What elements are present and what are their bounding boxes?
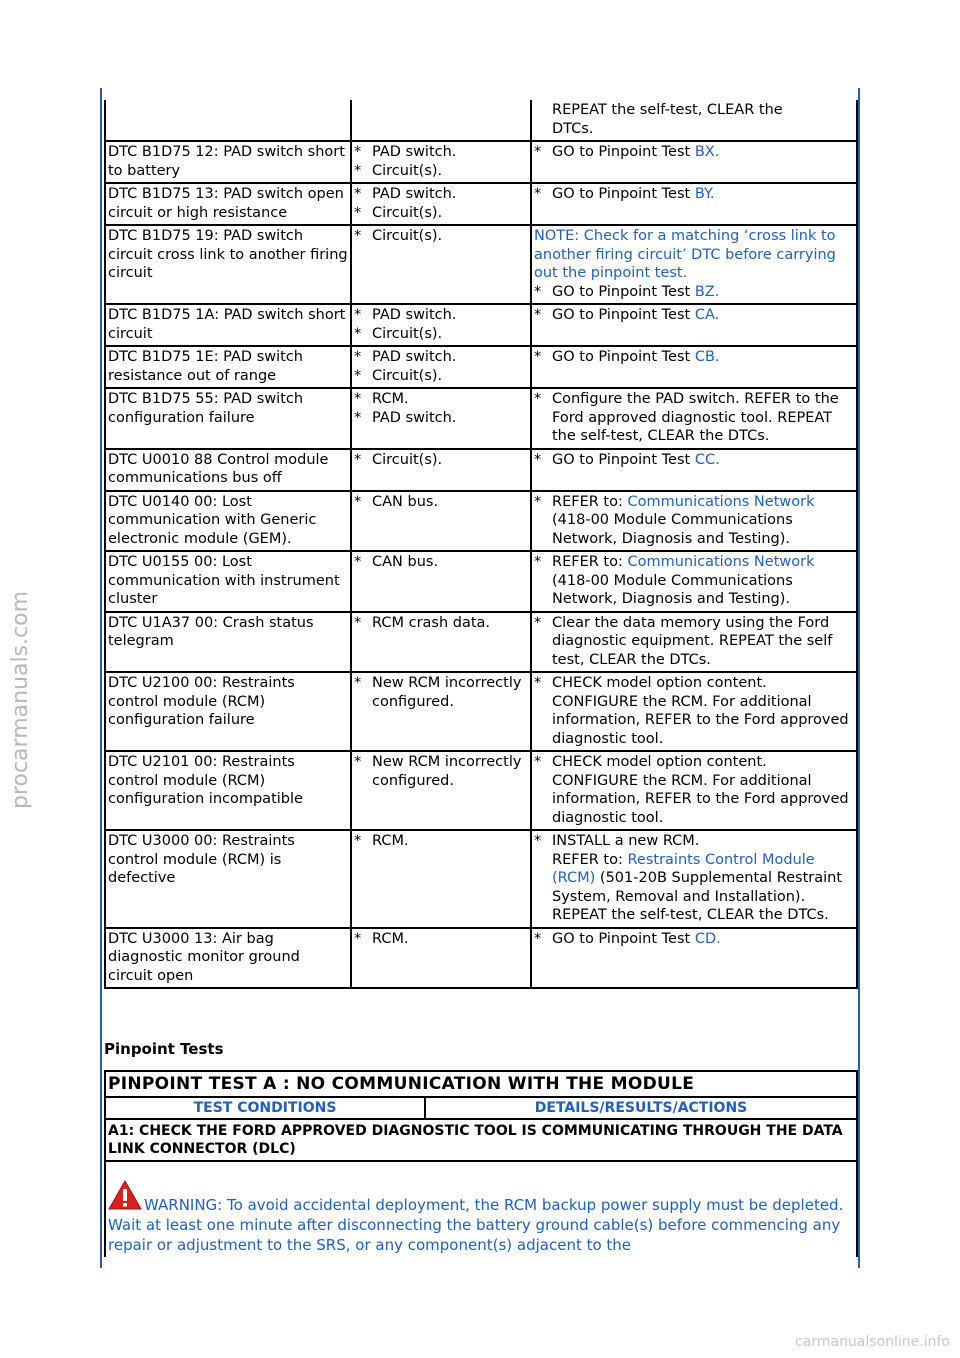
cause-text: RCM crash data. <box>372 614 491 631</box>
cause-item <box>354 367 528 386</box>
cause-item-text <box>372 227 442 246</box>
cause-text: Circuit(s). <box>372 228 443 244</box>
bullet-marker: * <box>354 144 362 160</box>
action-item <box>534 185 854 204</box>
dtc-cell <box>105 551 351 612</box>
cause-cell <box>351 751 531 830</box>
warning-cell <box>105 1161 857 1257</box>
action-prefix: GO to Pinpoint Test <box>552 144 695 160</box>
dtc-table <box>104 100 858 989</box>
bullet-marker: * <box>534 754 542 770</box>
action-cell <box>531 225 857 304</box>
table-row <box>105 100 857 141</box>
cause-item-text <box>372 367 442 386</box>
action-cell <box>531 830 857 928</box>
table-row <box>105 346 857 388</box>
action-prefix: GO to Pinpoint Test <box>552 283 695 300</box>
action-item <box>534 674 854 748</box>
dtc-description: DTC B1D75 55: PAD switch configuration failure <box>108 391 304 426</box>
table-row <box>105 304 857 346</box>
dtc-cell <box>105 928 351 989</box>
dtc-cell <box>105 830 351 928</box>
action-item-text <box>552 185 715 204</box>
cause-text: New RCM incorrectly configured. <box>372 675 522 710</box>
action-text: Configure the PAD switch. REFER to the Ford approved diagnostic tool. REPEAT the self-test, CLEAR the DTCs. <box>552 391 839 444</box>
cause-text: Circuit(s). <box>372 451 443 468</box>
dtc-cell <box>105 672 351 751</box>
cause-item-text <box>372 325 442 344</box>
action-link[interactable]: BZ. <box>694 283 720 300</box>
cause-item-text <box>372 753 528 790</box>
cause-cell <box>351 928 531 989</box>
cause-item-text <box>372 674 528 711</box>
table-row <box>105 225 857 304</box>
cause-item <box>354 204 528 223</box>
dtc-cell <box>105 346 351 388</box>
action-link[interactable]: CA. <box>694 307 720 323</box>
cause-text: RCM. <box>372 391 409 407</box>
action-item-text <box>552 930 721 949</box>
cause-cell <box>351 672 531 751</box>
bullet-marker: * <box>534 554 542 570</box>
dtc-cell <box>105 100 351 141</box>
action-prefix: GO to Pinpoint Test <box>552 451 695 468</box>
dtc-description: DTC B1D75 1A: PAD switch short circuit <box>108 307 346 342</box>
warning-icon <box>108 1180 142 1215</box>
cause-item <box>354 753 528 790</box>
action-cell <box>531 491 857 552</box>
action-cell <box>531 751 857 830</box>
cause-item <box>354 451 528 470</box>
cause-item-text <box>372 451 442 470</box>
cause-text: New RCM incorrectly configured. <box>372 754 522 789</box>
action-cell <box>531 449 857 491</box>
action-item <box>534 451 854 470</box>
dtc-description: DTC B1D75 12: PAD switch short to battery <box>108 144 345 179</box>
cause-item <box>354 930 528 949</box>
bullet-marker: * <box>534 186 542 202</box>
action-item <box>534 753 854 827</box>
bullet-marker: * <box>534 144 542 160</box>
cause-cell <box>351 449 531 491</box>
bullet-marker: * <box>354 204 362 221</box>
action-text: REPEAT the self-test, CLEAR the DTCs. <box>552 907 829 923</box>
dtc-cell <box>105 612 351 673</box>
cause-item-text <box>372 553 438 572</box>
cause-item <box>354 674 528 711</box>
bullet-marker: * <box>354 554 362 570</box>
bullet-marker: * <box>354 186 362 202</box>
table-row <box>105 672 857 751</box>
table-row <box>105 928 857 989</box>
cause-item <box>354 227 528 246</box>
cause-text: RCM. <box>372 930 409 947</box>
cause-text: PAD switch. <box>372 144 457 160</box>
dtc-cell <box>105 183 351 225</box>
cause-item <box>354 390 528 409</box>
col-test-conditions: TEST CONDITIONS <box>105 1097 425 1119</box>
col-details-results-actions: DETAILS/RESULTS/ACTIONS <box>425 1097 857 1119</box>
action-item-text <box>552 390 854 446</box>
dtc-description: DTC U0010 88 Control module communications bus off <box>108 451 329 486</box>
dtc-description: DTC U2100 00: Restraints control module (RCM) configuration failure <box>108 675 295 728</box>
cause-cell <box>351 551 531 612</box>
cause-cell <box>351 100 531 141</box>
table-row <box>105 612 857 673</box>
cause-item-text <box>372 204 442 223</box>
action-text: INSTALL a new RCM. <box>552 833 700 849</box>
cause-item-text <box>372 348 456 367</box>
cause-item <box>354 493 528 512</box>
cause-item-text <box>372 409 456 428</box>
action-item <box>534 832 854 925</box>
action-prefix: GO to Pinpoint Test <box>552 186 695 202</box>
action-item <box>534 143 854 162</box>
cause-item <box>354 832 528 851</box>
pinpoint-step-a1: A1: CHECK THE FORD APPROVED DIAGNOSTIC TOOL IS COMMUNICATING THROUGH THE DATA LINK CONNECTOR (DLC) <box>105 1119 857 1161</box>
bullet-marker: * <box>354 349 362 365</box>
action-item <box>534 390 854 446</box>
action-text: CHECK model option content. CONFIGURE the RCM. For additional information, REFER to the Ford approved diagnostic tool. <box>552 754 849 826</box>
action-prefix: REFER to: <box>552 554 628 570</box>
pinpoint-tests-heading: Pinpoint Tests <box>104 1040 224 1058</box>
dtc-description: DTC U2101 00: Restraints control module (RCM) configuration incompatible <box>108 754 303 807</box>
dtc-cell <box>105 388 351 449</box>
dtc-description: DTC B1D75 13: PAD switch open circuit or high resistance <box>108 186 344 221</box>
table-row <box>105 751 857 830</box>
bullet-marker: * <box>534 283 542 300</box>
bullet-marker: * <box>534 675 542 691</box>
bottom-watermark: carmanualsonline.info <box>795 1334 950 1350</box>
action-cell <box>531 551 857 612</box>
action-text: Clear the data memory using the Ford diagnostic equipment. REPEAT the self test, CLEAR the DTCs. <box>552 614 833 668</box>
action-item <box>534 348 854 367</box>
action-item-text <box>552 143 719 162</box>
action-prefix: GO to Pinpoint Test <box>552 349 695 365</box>
cause-text: PAD switch. <box>372 349 457 365</box>
bullet-marker: * <box>354 614 362 631</box>
action-item-text <box>552 832 854 925</box>
action-cell <box>531 346 857 388</box>
cause-item <box>354 185 528 204</box>
cause-cell <box>351 225 531 304</box>
cause-item <box>354 614 528 633</box>
dtc-description: DTC U3000 13: Air bag diagnostic monitor ground circuit open <box>108 930 300 984</box>
pinpoint-test-table <box>104 1070 858 1257</box>
dtc-cell <box>105 141 351 183</box>
table-row <box>105 388 857 449</box>
action-link[interactable]: CD. <box>694 930 721 947</box>
dtc-cell <box>105 304 351 346</box>
bullet-marker: * <box>354 451 362 468</box>
cause-cell <box>351 830 531 928</box>
action-cell <box>531 672 857 751</box>
action-item-text <box>552 306 719 325</box>
cause-item-text <box>372 493 438 512</box>
action-item-text <box>552 674 854 748</box>
cause-text: PAD switch. <box>372 307 457 323</box>
bullet-marker: * <box>354 930 362 947</box>
action-cell <box>531 304 857 346</box>
bullet-marker: * <box>354 162 362 179</box>
bullet-marker: * <box>534 614 542 631</box>
bullet-marker: * <box>354 367 362 384</box>
action-item-text <box>552 753 854 827</box>
dtc-description: DTC U3000 00: Restraints control module (RCM) is defective <box>108 833 295 886</box>
action-cell <box>531 928 857 989</box>
action-item-text <box>552 451 720 470</box>
bullet-marker: * <box>534 833 542 849</box>
cause-cell <box>351 183 531 225</box>
bullet-marker: * <box>354 409 362 426</box>
action-link[interactable]: BY. <box>694 186 715 202</box>
action-prefix: REFER to: <box>552 851 628 868</box>
warning-text: WARNING: To avoid accidental deployment, the RCM backup power supply must be depleted. Wait at least one minute after disconnecting the battery ground cable(s) before commencing any repair or adjustment to the SRS, or any component(s) adjacent to the <box>108 1196 844 1254</box>
cause-item-text <box>372 930 409 949</box>
action-item <box>534 283 854 302</box>
cause-text: RCM. <box>372 833 409 849</box>
cause-text: PAD switch. <box>372 186 457 202</box>
cause-item <box>354 325 528 344</box>
dtc-description: DTC B1D75 19: PAD switch circuit cross link to another firing circuit <box>108 228 348 281</box>
left-margin-rule <box>100 88 102 1268</box>
action-text: CHECK model option content. CONFIGURE the RCM. For additional information, REFER to the Ford approved diagnostic tool. <box>552 675 849 747</box>
cause-item <box>354 162 528 181</box>
cause-item-text <box>372 162 442 181</box>
dtc-description: DTC U0140 00: Lost communication with Generic electronic module (GEM). <box>108 493 317 547</box>
bullet-marker: * <box>354 391 362 407</box>
action-item <box>534 930 854 949</box>
bullet-marker: * <box>534 451 542 468</box>
table-row <box>105 830 857 928</box>
bullet-marker: * <box>354 675 362 691</box>
cause-item-text <box>372 614 490 633</box>
bullet-marker: * <box>534 493 542 510</box>
cause-text: CAN bus. <box>372 493 439 510</box>
bullet-marker: * <box>534 349 542 365</box>
action-link[interactable]: Communications Network <box>627 493 815 510</box>
dtc-cell <box>105 491 351 552</box>
bullet-marker: * <box>534 930 542 947</box>
cause-item-text <box>372 185 456 204</box>
side-watermark: procarmanuals.com <box>8 590 33 810</box>
cause-cell <box>351 612 531 673</box>
bullet-marker: * <box>354 493 362 510</box>
action-link[interactable]: BX. <box>694 144 720 160</box>
cause-text: Circuit(s). <box>372 204 443 221</box>
action-cell <box>531 183 857 225</box>
action-cell <box>531 388 857 449</box>
note-text: NOTE: Check for a matching ‘cross link to another firing circuit’ DTC before carrying out the pinpoint test. <box>534 228 836 281</box>
action-suffix: (501-20B Supplemental Restraint System, Removal and Installation). <box>552 870 843 905</box>
bullet-marker: * <box>354 325 362 342</box>
bullet-marker: * <box>354 228 362 244</box>
cause-item <box>354 143 528 162</box>
cause-cell <box>351 304 531 346</box>
action-link[interactable]: CC. <box>694 451 720 468</box>
table-row <box>105 449 857 491</box>
dtc-description: DTC B1D75 1E: PAD switch resistance out of range <box>108 349 303 384</box>
bullet-marker: * <box>354 307 362 323</box>
cause-text: Circuit(s). <box>372 162 443 179</box>
action-item-text <box>552 493 854 549</box>
action-item-text <box>552 553 854 609</box>
bullet-marker: * <box>534 307 542 323</box>
action-item <box>534 306 854 325</box>
cause-item-text <box>372 390 409 409</box>
action-item-text <box>552 614 854 670</box>
cause-item <box>354 348 528 367</box>
pinpoint-test-title: PINPOINT TEST A : NO COMMUNICATION WITH THE MODULE <box>105 1071 857 1097</box>
table-row <box>105 141 857 183</box>
cause-item-text <box>372 143 456 162</box>
cause-cell <box>351 346 531 388</box>
cause-item <box>354 409 528 428</box>
action-item-text <box>552 283 719 302</box>
table-row <box>105 183 857 225</box>
cause-item <box>354 553 528 572</box>
action-item <box>534 493 854 549</box>
cause-item-text <box>372 306 456 325</box>
bullet-marker: * <box>354 833 362 849</box>
table-row <box>105 491 857 552</box>
cause-item-text <box>372 832 409 851</box>
dtc-cell <box>105 225 351 304</box>
action-prefix: GO to Pinpoint Test <box>552 307 695 323</box>
action-link[interactable]: CB. <box>694 349 720 365</box>
action-item <box>534 553 854 609</box>
action-item-text <box>552 348 720 367</box>
dtc-cell <box>105 449 351 491</box>
cause-cell <box>351 491 531 552</box>
bullet-marker: * <box>534 391 542 407</box>
action-line: REPEAT the self-test, CLEAR the <box>552 102 783 118</box>
action-item <box>534 614 854 670</box>
bullet-marker: * <box>354 754 362 770</box>
table-row <box>105 551 857 612</box>
action-cell <box>531 612 857 673</box>
action-prefix: REFER to: <box>552 493 628 510</box>
dtc-cell <box>105 751 351 830</box>
cause-text: Circuit(s). <box>372 325 443 342</box>
action-prefix: GO to Pinpoint Test <box>552 930 695 947</box>
action-link[interactable]: Restraints Control Module (RCM) <box>552 851 815 886</box>
dtc-description: DTC U0155 00: Lost communication with instrument cluster <box>108 554 340 607</box>
dtc-description: DTC U1A37 00: Crash status telegram <box>108 614 314 649</box>
cause-cell <box>351 388 531 449</box>
action-suffix: (418-00 Module Communications Network, Diagnosis and Testing). <box>552 572 793 607</box>
action-line: DTCs. <box>552 120 594 137</box>
action-cell <box>531 100 857 141</box>
cause-text: PAD switch. <box>372 409 457 426</box>
action-link[interactable]: Communications Network <box>627 554 815 570</box>
cause-text: Circuit(s). <box>372 367 443 384</box>
cause-cell <box>351 141 531 183</box>
cause-text: CAN bus. <box>372 554 439 570</box>
right-margin-rule <box>858 88 860 1268</box>
action-cell <box>531 141 857 183</box>
action-suffix: (418-00 Module Communications Network, Diagnosis and Testing). <box>552 512 793 547</box>
cause-item <box>354 306 528 325</box>
